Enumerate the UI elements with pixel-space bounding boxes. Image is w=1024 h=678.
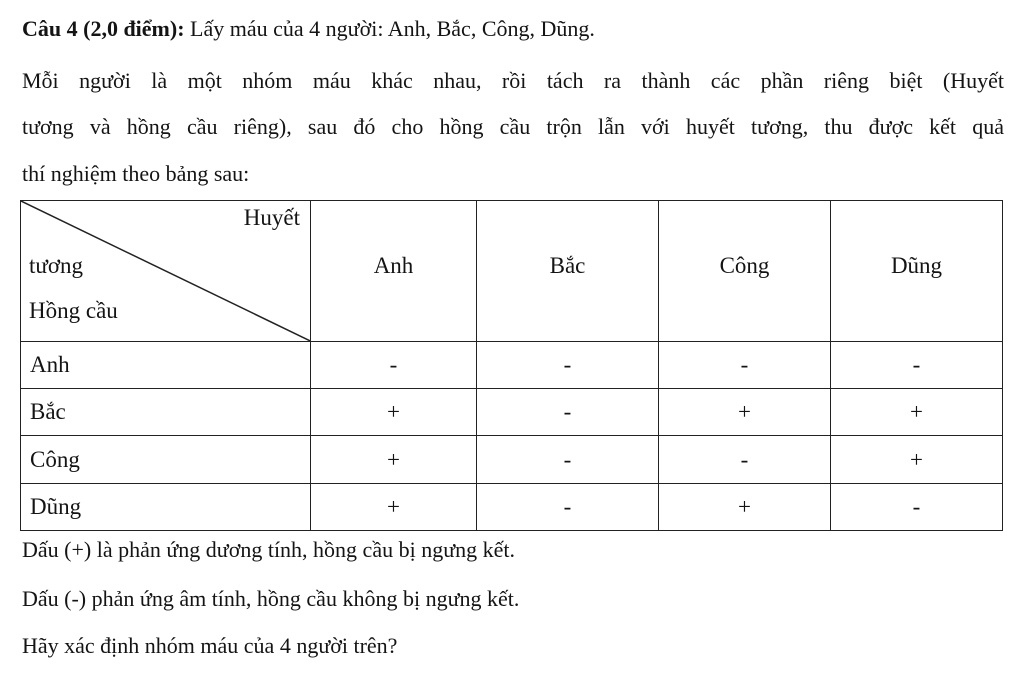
table-cell: -	[831, 341, 1003, 388]
table-cell: +	[311, 389, 477, 436]
column-header-dung: Dũng	[831, 201, 1003, 342]
column-header-bac: Bắc	[477, 201, 659, 342]
table-cell: +	[831, 436, 1003, 483]
corner-label-huyet: Huyết	[243, 205, 300, 230]
table-cell: +	[659, 483, 831, 530]
table-row	[21, 389, 1003, 436]
column-header-cong: Công	[659, 201, 831, 342]
table-row	[21, 341, 1003, 388]
table-cell: -	[477, 483, 659, 530]
row-label-bac: Bắc	[21, 389, 311, 436]
table-row	[21, 483, 1003, 530]
row-label-cong: Công	[21, 436, 311, 483]
paragraph-line-1: Mỗi người là một nhóm máu khác nhau, rồi tách ra thành các phần riêng biệt (Huyết	[22, 68, 1004, 93]
question-label: Câu 4 (2,0 điểm):	[22, 16, 185, 41]
column-header-anh: Anh	[311, 201, 477, 342]
row-label-dung: Dũng	[21, 483, 311, 530]
question-prompt: Hãy xác định nhóm máu của 4 người trên?	[22, 633, 398, 658]
paragraph-line-3: thí nghiệm theo bảng sau:	[22, 161, 250, 186]
table-cell: -	[831, 483, 1003, 530]
table-cell: -	[477, 436, 659, 483]
note-negative: Dấu (-) phản ứng âm tính, hồng cầu không bị ngưng kết.	[22, 586, 520, 611]
result-table	[20, 200, 1003, 531]
paragraph-line-2: tương và hồng cầu riêng), sau đó cho hồng cầu trộn lẫn với huyết tương, thu được kết quả	[22, 114, 1004, 139]
table-row	[21, 436, 1003, 483]
table-header-row	[21, 201, 1003, 342]
corner-label-tuong: tương	[29, 253, 84, 278]
corner-label-hong-cau: Hồng cầu	[29, 298, 118, 323]
row-label-anh: Anh	[21, 341, 311, 388]
note-positive: Dấu (+) là phản ứng dương tính, hồng cầu bị ngưng kết.	[22, 537, 516, 562]
question-heading	[22, 16, 595, 42]
table-cell: -	[659, 436, 831, 483]
table-cell: +	[311, 436, 477, 483]
table-cell: -	[311, 341, 477, 388]
corner-header-cell	[21, 201, 311, 342]
table-cell: +	[659, 389, 831, 436]
table-cell: +	[311, 483, 477, 530]
table-cell: +	[831, 389, 1003, 436]
table-cell: -	[477, 341, 659, 388]
table-cell: -	[659, 341, 831, 388]
table-cell: -	[477, 389, 659, 436]
question-intro: Lấy máu của 4 người: Anh, Bắc, Công, Dũng.	[184, 16, 595, 41]
